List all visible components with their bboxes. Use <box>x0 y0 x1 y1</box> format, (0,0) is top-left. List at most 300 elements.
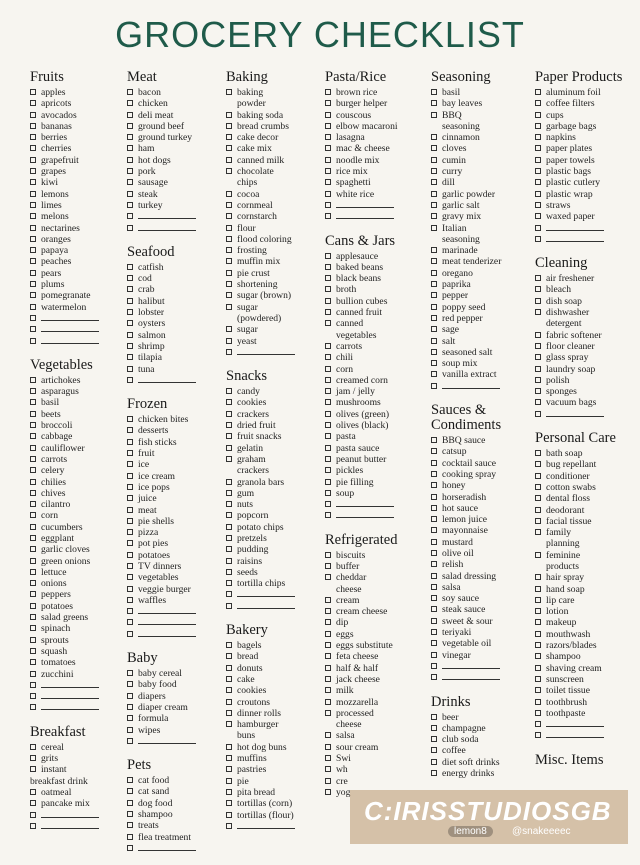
checklist-item[interactable] <box>431 256 533 267</box>
checkbox-icon[interactable] <box>325 619 331 625</box>
checkbox-icon[interactable] <box>325 574 331 580</box>
blank-line[interactable] <box>237 822 295 829</box>
checkbox-icon[interactable] <box>431 270 437 276</box>
checklist-item[interactable] <box>127 798 223 809</box>
checkbox-icon[interactable] <box>431 213 437 219</box>
checklist-item[interactable] <box>127 538 223 549</box>
checklist-item[interactable] <box>431 757 533 768</box>
checklist-item[interactable] <box>431 87 533 98</box>
checkbox-icon[interactable] <box>535 236 541 242</box>
checkbox-icon[interactable] <box>127 123 133 129</box>
checklist-item[interactable] <box>127 471 223 482</box>
checklist-item[interactable] <box>30 121 125 132</box>
checklist-item[interactable] <box>127 273 223 284</box>
checklist-item[interactable] <box>127 425 223 436</box>
checkbox-icon[interactable] <box>535 377 541 383</box>
checklist-item[interactable] <box>127 702 223 713</box>
checkbox-icon[interactable] <box>325 665 331 671</box>
checkbox-icon[interactable] <box>30 823 36 829</box>
blank-line[interactable] <box>336 511 394 518</box>
checklist-item[interactable] <box>30 386 125 397</box>
checklist-item[interactable] <box>30 409 125 420</box>
checklist-item[interactable] <box>226 177 322 188</box>
checkbox-icon[interactable] <box>226 744 232 750</box>
checklist-item[interactable] <box>325 409 429 420</box>
checklist-item[interactable] <box>226 578 322 589</box>
checklist-item[interactable] <box>535 493 639 504</box>
checkbox-icon[interactable] <box>431 618 437 624</box>
checkbox-icon[interactable] <box>431 770 437 776</box>
checklist-item[interactable] <box>30 488 125 499</box>
checkbox-icon[interactable] <box>127 225 133 231</box>
checklist-item[interactable] <box>325 431 429 442</box>
blank-line[interactable] <box>41 811 99 818</box>
checkbox-icon[interactable] <box>127 788 133 794</box>
checklist-item[interactable] <box>325 584 429 595</box>
checkbox-icon[interactable] <box>325 286 331 292</box>
checkbox-icon[interactable] <box>30 145 36 151</box>
checkbox-icon[interactable] <box>535 332 541 338</box>
checklist-item[interactable] <box>431 712 533 723</box>
checklist-item[interactable] <box>226 143 322 154</box>
checkbox-icon[interactable] <box>431 145 437 151</box>
checklist-item[interactable] <box>325 550 429 561</box>
checkbox-icon[interactable] <box>431 371 437 377</box>
checkbox-icon[interactable] <box>226 591 232 597</box>
checklist-item[interactable] <box>226 556 322 567</box>
checkbox-icon[interactable] <box>325 563 331 569</box>
checkbox-icon[interactable] <box>535 168 541 174</box>
checklist-item[interactable] <box>30 87 125 98</box>
checklist-item[interactable] <box>535 273 639 284</box>
checklist-item[interactable] <box>30 477 125 488</box>
checkbox-icon[interactable] <box>431 258 437 264</box>
checklist-item[interactable] <box>226 336 322 347</box>
checklist-item[interactable] <box>535 505 639 516</box>
checkbox-icon[interactable] <box>30 625 36 631</box>
checklist-item[interactable] <box>325 629 429 640</box>
checklist-item[interactable] <box>431 143 533 154</box>
checkbox-icon[interactable] <box>325 388 331 394</box>
checkbox-icon[interactable] <box>325 100 331 106</box>
checklist-item[interactable] <box>30 646 125 657</box>
checkbox-icon[interactable] <box>325 168 331 174</box>
checkbox-icon[interactable] <box>535 343 541 349</box>
checkbox-icon[interactable] <box>30 377 36 383</box>
checkbox-icon[interactable] <box>535 123 541 129</box>
blank-line[interactable] <box>41 822 99 829</box>
checklist-item[interactable] <box>535 166 639 177</box>
checklist-item[interactable] <box>431 525 533 536</box>
checklist-item[interactable] <box>30 776 125 787</box>
checklist-item[interactable] <box>431 166 533 177</box>
checkbox-icon[interactable] <box>431 606 437 612</box>
checklist-item[interactable] <box>535 143 639 154</box>
checklist-item[interactable] <box>535 296 639 307</box>
checklist-item[interactable] <box>535 606 639 617</box>
checklist-item[interactable] <box>325 465 429 476</box>
checklist-item[interactable] <box>30 465 125 476</box>
checklist-item[interactable] <box>431 458 533 469</box>
checklist-item[interactable] <box>325 651 429 662</box>
checklist-item[interactable] <box>30 177 125 188</box>
checkbox-icon[interactable] <box>127 89 133 95</box>
blank-line[interactable] <box>138 607 196 614</box>
checkbox-icon[interactable] <box>325 275 331 281</box>
checkbox-icon[interactable] <box>127 473 133 479</box>
checkbox-icon[interactable] <box>127 202 133 208</box>
checklist-item[interactable] <box>325 499 429 510</box>
checklist-item[interactable] <box>226 256 322 267</box>
checkbox-icon[interactable] <box>431 225 437 231</box>
checkbox-icon[interactable] <box>30 704 36 710</box>
checkbox-icon[interactable] <box>226 580 232 586</box>
checklist-item[interactable] <box>535 663 639 674</box>
checklist-item[interactable] <box>226 776 322 787</box>
checklist-item[interactable] <box>325 364 429 375</box>
checkbox-icon[interactable] <box>535 399 541 405</box>
checkbox-icon[interactable] <box>535 631 541 637</box>
checkbox-icon[interactable] <box>127 619 133 625</box>
checkbox-icon[interactable] <box>325 298 331 304</box>
checklist-item[interactable] <box>431 369 533 380</box>
checklist-item[interactable] <box>431 223 533 234</box>
checklist-item[interactable] <box>535 595 639 606</box>
checklist-item[interactable] <box>431 650 533 661</box>
checklist-item[interactable] <box>226 290 322 301</box>
checkbox-icon[interactable] <box>325 608 331 614</box>
checkbox-icon[interactable] <box>325 766 331 772</box>
checklist-item[interactable] <box>431 211 533 222</box>
checklist-item[interactable] <box>127 595 223 606</box>
checklist-item[interactable] <box>535 98 639 109</box>
checkbox-icon[interactable] <box>127 484 133 490</box>
checklist-item[interactable] <box>226 324 322 335</box>
checklist-item[interactable] <box>535 87 639 98</box>
blank-line[interactable] <box>336 500 394 507</box>
checklist-item[interactable] <box>535 651 639 662</box>
checkbox-icon[interactable] <box>535 179 541 185</box>
checkbox-icon[interactable] <box>226 490 232 496</box>
checklist-item[interactable] <box>127 809 223 820</box>
checklist-item[interactable] <box>127 341 223 352</box>
checklist-item[interactable] <box>30 510 125 521</box>
checklist-item[interactable] <box>325 251 429 262</box>
checkbox-icon[interactable] <box>325 687 331 693</box>
checklist-item[interactable] <box>431 177 533 188</box>
checklist-item[interactable] <box>127 516 223 527</box>
checkbox-icon[interactable] <box>431 315 437 321</box>
checkbox-icon[interactable] <box>30 168 36 174</box>
checkbox-icon[interactable] <box>325 512 331 518</box>
checkbox-icon[interactable] <box>535 676 541 682</box>
checkbox-icon[interactable] <box>535 495 541 501</box>
checklist-item[interactable] <box>226 567 322 578</box>
checklist-item[interactable] <box>535 352 639 363</box>
checklist-item[interactable] <box>535 516 639 527</box>
checklist-item[interactable] <box>325 177 429 188</box>
checklist-item[interactable] <box>226 522 322 533</box>
checklist-item[interactable] <box>535 397 639 408</box>
checkbox-icon[interactable] <box>30 338 36 344</box>
checkbox-icon[interactable] <box>325 253 331 259</box>
checklist-item[interactable] <box>325 330 429 341</box>
checklist-item[interactable] <box>30 578 125 589</box>
checklist-item[interactable] <box>325 776 429 787</box>
checklist-item[interactable] <box>535 318 639 329</box>
checklist-item[interactable] <box>226 742 322 753</box>
blank-line[interactable] <box>336 201 394 208</box>
checkbox-icon[interactable] <box>226 535 232 541</box>
checklist-item[interactable] <box>127 110 223 121</box>
checklist-item[interactable] <box>127 572 223 583</box>
checklist-item[interactable] <box>30 533 125 544</box>
checklist-item[interactable] <box>226 697 322 708</box>
checklist-item[interactable] <box>325 189 429 200</box>
checkbox-icon[interactable] <box>127 693 133 699</box>
checkbox-icon[interactable] <box>127 179 133 185</box>
checkbox-icon[interactable] <box>127 631 133 637</box>
checklist-item[interactable] <box>431 503 533 514</box>
checklist-item[interactable] <box>431 638 533 649</box>
checkbox-icon[interactable] <box>127 191 133 197</box>
checklist-item[interactable] <box>325 443 429 454</box>
checkbox-icon[interactable] <box>226 479 232 485</box>
checkbox-icon[interactable] <box>325 377 331 383</box>
checkbox-icon[interactable] <box>226 676 232 682</box>
checkbox-icon[interactable] <box>535 597 541 603</box>
checklist-item[interactable] <box>30 268 125 279</box>
checkbox-icon[interactable] <box>226 433 232 439</box>
checkbox-icon[interactable] <box>127 461 133 467</box>
checkbox-icon[interactable] <box>30 501 36 507</box>
checklist-item[interactable] <box>127 713 223 724</box>
checkbox-icon[interactable] <box>30 671 36 677</box>
checklist-item[interactable] <box>127 668 223 679</box>
checklist-item[interactable] <box>431 469 533 480</box>
checkbox-icon[interactable] <box>226 603 232 609</box>
checkbox-icon[interactable] <box>30 422 36 428</box>
checklist-item[interactable] <box>30 522 125 533</box>
checklist-item[interactable] <box>431 121 533 132</box>
checkbox-icon[interactable] <box>30 445 36 451</box>
checkbox-icon[interactable] <box>431 247 437 253</box>
checklist-item[interactable] <box>127 330 223 341</box>
checkbox-icon[interactable] <box>325 264 331 270</box>
blank-line[interactable] <box>442 673 500 680</box>
checkbox-icon[interactable] <box>30 123 36 129</box>
checkbox-icon[interactable] <box>226 778 232 784</box>
checkbox-icon[interactable] <box>30 157 36 163</box>
checklist-item[interactable] <box>127 437 223 448</box>
checkbox-icon[interactable] <box>535 586 541 592</box>
checklist-item[interactable] <box>226 810 322 821</box>
checkbox-icon[interactable] <box>30 490 36 496</box>
checkbox-icon[interactable] <box>535 687 541 693</box>
blank-line[interactable] <box>138 376 196 383</box>
checkbox-icon[interactable] <box>325 501 331 507</box>
checklist-item[interactable] <box>127 375 223 386</box>
checklist-item[interactable] <box>535 177 639 188</box>
checkbox-icon[interactable] <box>226 349 232 355</box>
checklist-item[interactable] <box>535 189 639 200</box>
checklist-item[interactable] <box>226 397 322 408</box>
checklist-item[interactable] <box>325 510 429 521</box>
blank-line[interactable] <box>237 348 295 355</box>
checklist-item[interactable] <box>226 279 322 290</box>
checklist-item[interactable] <box>431 593 533 604</box>
checkbox-icon[interactable] <box>535 710 541 716</box>
checklist-item[interactable] <box>30 245 125 256</box>
checklist-item[interactable] <box>127 843 223 854</box>
checklist-item[interactable] <box>30 669 125 680</box>
checklist-item[interactable] <box>226 454 322 465</box>
blank-line[interactable] <box>442 662 500 669</box>
checklist-item[interactable] <box>30 420 125 431</box>
checklist-item[interactable] <box>127 132 223 143</box>
checkbox-icon[interactable] <box>127 416 133 422</box>
checkbox-icon[interactable] <box>226 157 232 163</box>
checkbox-icon[interactable] <box>535 298 541 304</box>
checkbox-icon[interactable] <box>431 714 437 720</box>
checkbox-icon[interactable] <box>30 637 36 643</box>
checkbox-icon[interactable] <box>127 286 133 292</box>
blank-line[interactable] <box>41 325 99 332</box>
checkbox-icon[interactable] <box>30 512 36 518</box>
checklist-item[interactable] <box>325 110 429 121</box>
checklist-item[interactable] <box>226 601 322 612</box>
checkbox-icon[interactable] <box>226 388 232 394</box>
checklist-item[interactable] <box>325 697 429 708</box>
checklist-item[interactable] <box>535 561 639 572</box>
checklist-item[interactable] <box>127 223 223 234</box>
checkbox-icon[interactable] <box>535 721 541 727</box>
checklist-item[interactable] <box>30 431 125 442</box>
checkbox-icon[interactable] <box>535 112 541 118</box>
checkbox-icon[interactable] <box>226 89 232 95</box>
checklist-item[interactable] <box>431 290 533 301</box>
blank-line[interactable] <box>442 382 500 389</box>
checkbox-icon[interactable] <box>127 343 133 349</box>
checkbox-icon[interactable] <box>127 213 133 219</box>
checkbox-icon[interactable] <box>431 561 437 567</box>
checklist-item[interactable] <box>30 787 125 798</box>
checklist-item[interactable] <box>431 313 533 324</box>
checklist-item[interactable] <box>30 234 125 245</box>
checklist-item[interactable] <box>226 730 322 741</box>
checkbox-icon[interactable] <box>431 573 437 579</box>
checklist-item[interactable] <box>226 166 322 177</box>
checkbox-icon[interactable] <box>127 800 133 806</box>
checklist-item[interactable] <box>30 764 125 775</box>
checkbox-icon[interactable] <box>535 366 541 372</box>
checkbox-icon[interactable] <box>127 574 133 580</box>
checklist-item[interactable] <box>127 177 223 188</box>
checklist-item[interactable] <box>226 313 322 324</box>
checkbox-icon[interactable] <box>325 343 331 349</box>
checklist-item[interactable] <box>535 341 639 352</box>
checkbox-icon[interactable] <box>226 501 232 507</box>
checklist-item[interactable] <box>535 375 639 386</box>
checklist-item[interactable] <box>535 448 639 459</box>
checklist-item[interactable] <box>431 627 533 638</box>
checkbox-icon[interactable] <box>30 315 36 321</box>
checkbox-icon[interactable] <box>535 388 541 394</box>
checklist-item[interactable] <box>127 527 223 538</box>
checkbox-icon[interactable] <box>535 473 541 479</box>
checklist-item[interactable] <box>325 663 429 674</box>
checkbox-icon[interactable] <box>325 631 331 637</box>
checkbox-icon[interactable] <box>431 168 437 174</box>
checklist-item[interactable] <box>30 290 125 301</box>
checklist-item[interactable] <box>535 685 639 696</box>
checkbox-icon[interactable] <box>127 845 133 851</box>
checklist-item[interactable] <box>127 262 223 273</box>
checkbox-icon[interactable] <box>30 755 36 761</box>
checkbox-icon[interactable] <box>431 725 437 731</box>
checkbox-icon[interactable] <box>431 112 437 118</box>
checkbox-icon[interactable] <box>127 354 133 360</box>
checklist-item[interactable] <box>535 121 639 132</box>
checklist-item[interactable] <box>431 155 533 166</box>
checkbox-icon[interactable] <box>226 766 232 772</box>
checkbox-icon[interactable] <box>325 112 331 118</box>
checkbox-icon[interactable] <box>431 179 437 185</box>
checklist-item[interactable] <box>30 702 125 713</box>
checklist-item[interactable] <box>226 347 322 358</box>
checkbox-icon[interactable] <box>325 642 331 648</box>
checklist-item[interactable] <box>30 397 125 408</box>
checklist-item[interactable] <box>431 582 533 593</box>
checkbox-icon[interactable] <box>226 445 232 451</box>
checklist-item[interactable] <box>325 155 429 166</box>
checklist-item[interactable] <box>30 635 125 646</box>
checkbox-icon[interactable] <box>30 659 36 665</box>
checklist-item[interactable] <box>30 680 125 691</box>
checkbox-icon[interactable] <box>535 484 541 490</box>
checklist-item[interactable] <box>535 674 639 685</box>
checklist-item[interactable] <box>127 482 223 493</box>
checkbox-icon[interactable] <box>30 603 36 609</box>
checkbox-icon[interactable] <box>127 439 133 445</box>
checklist-item[interactable] <box>30 821 125 832</box>
checklist-item[interactable] <box>325 488 429 499</box>
checklist-item[interactable] <box>431 446 533 457</box>
checkbox-icon[interactable] <box>127 563 133 569</box>
checklist-item[interactable] <box>30 110 125 121</box>
checkbox-icon[interactable] <box>431 360 437 366</box>
checklist-item[interactable] <box>30 324 125 335</box>
checklist-item[interactable] <box>30 810 125 821</box>
checklist-item[interactable] <box>226 189 322 200</box>
checkbox-icon[interactable] <box>431 505 437 511</box>
checkbox-icon[interactable] <box>226 653 232 659</box>
checkbox-icon[interactable] <box>30 456 36 462</box>
checkbox-icon[interactable] <box>127 608 133 614</box>
checklist-item[interactable] <box>325 719 429 730</box>
checklist-item[interactable] <box>325 132 429 143</box>
checklist-item[interactable] <box>127 606 223 617</box>
checklist-item[interactable] <box>325 674 429 685</box>
blank-line[interactable] <box>41 681 99 688</box>
checkbox-icon[interactable] <box>226 258 232 264</box>
checkbox-icon[interactable] <box>325 490 331 496</box>
checklist-item[interactable] <box>325 708 429 719</box>
checkbox-icon[interactable] <box>226 281 232 287</box>
checklist-item[interactable] <box>535 730 639 741</box>
checklist-item[interactable] <box>431 492 533 503</box>
checklist-item[interactable] <box>431 548 533 559</box>
